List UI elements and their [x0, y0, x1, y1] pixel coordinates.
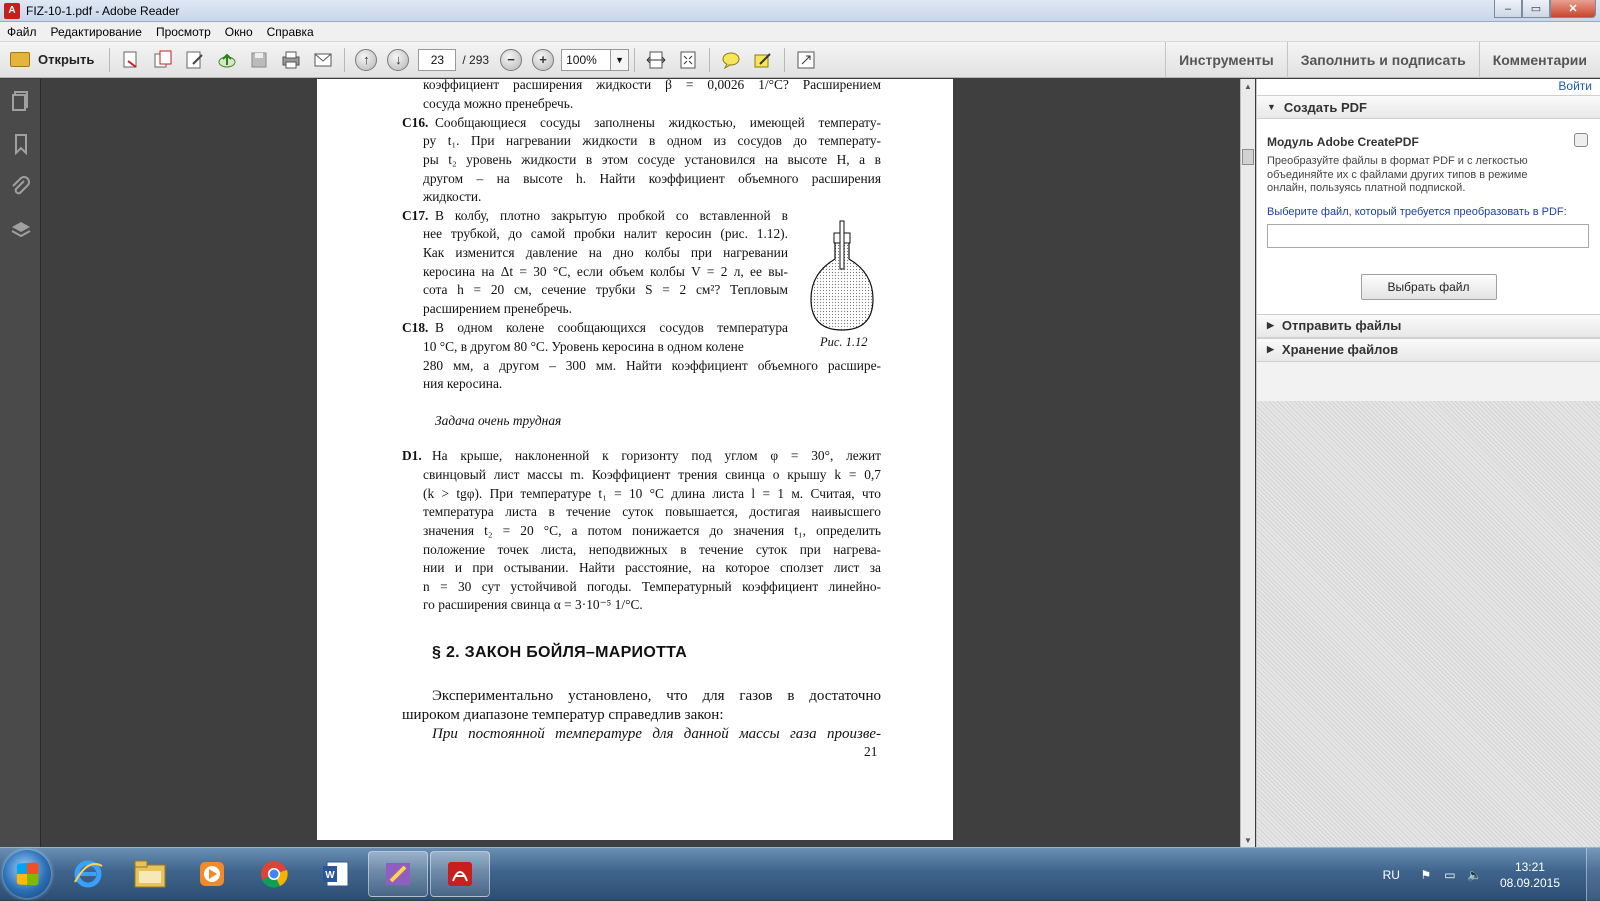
adobe-reader-taskbar-icon[interactable] — [430, 851, 490, 897]
navigation-rail — [0, 79, 41, 847]
print-icon[interactable] — [278, 47, 304, 73]
chrome-icon[interactable] — [244, 851, 304, 897]
text-line: Экспериментально установлено, что для газов в достаточно — [432, 688, 881, 704]
system-tray — [1383, 848, 1600, 901]
attachments-icon[interactable] — [0, 165, 41, 208]
choose-file-button[interactable]: Выбрать файл — [1361, 274, 1497, 300]
toolbar-divider — [109, 48, 110, 72]
text-line: ния керосина. — [423, 376, 503, 391]
text-line: n = 30 сут устойчивой погоды. Температурный коэффициент линейно- — [423, 579, 881, 594]
file-path-field[interactable] — [1267, 224, 1589, 248]
text-line: сосуда можно пренебречь. — [423, 96, 574, 111]
minus-icon: − — [500, 49, 522, 71]
edit-pdf-icon[interactable] — [182, 47, 208, 73]
triangle-right-icon: ▶ — [1267, 320, 1274, 330]
cloud-upload-icon[interactable] — [214, 47, 240, 73]
text-line: расширением пренебречь. — [423, 301, 573, 316]
fullscreen-icon[interactable] — [793, 47, 819, 73]
folder-icon — [10, 52, 30, 67]
triangle-right-icon: ▶ — [1267, 344, 1274, 354]
windows-logo-icon — [17, 862, 39, 885]
toolbar-divider — [784, 48, 785, 72]
open-button[interactable] — [0, 45, 104, 75]
menu-view[interactable]: Просмотр — [155, 24, 211, 39]
volume-icon[interactable]: 🔈 — [1466, 867, 1482, 882]
open-label: Открыть — [38, 52, 95, 67]
internet-explorer-icon[interactable] — [58, 851, 118, 897]
text-line: широком диапазоне температур справедлив закон: — [402, 707, 724, 723]
vertical-scrollbar[interactable] — [1240, 79, 1255, 847]
text-line: В одном колене сообщающихся сосудов температура — [435, 320, 788, 335]
text-line: значения t₂ = 20 °С, а потом понижается до значения t₁, определить — [423, 523, 881, 538]
store-files-header[interactable] — [1257, 338, 1600, 362]
document-viewport[interactable] — [41, 79, 1240, 847]
section-heading: § 2. ЗАКОН БОЙЛЯ–МАРИОТТА — [432, 644, 688, 661]
flag-icon[interactable]: ⚑ — [1420, 867, 1432, 882]
word-icon[interactable] — [306, 851, 366, 897]
layers-icon[interactable] — [0, 208, 41, 251]
file-explorer-icon[interactable] — [120, 851, 180, 897]
zoom-input[interactable]: 100% — [561, 49, 611, 71]
send-files-label: Отправить файлы — [1281, 318, 1402, 333]
sign-icon[interactable] — [750, 47, 776, 73]
maximize-button[interactable]: ▭ — [1522, 0, 1550, 18]
text-line: ры t₂ уровень жидкости в этом сосуде установился на высоте H, а в — [423, 152, 881, 167]
save-icon[interactable] — [246, 47, 272, 73]
close-button[interactable]: ✕ — [1550, 0, 1596, 18]
chevron-down-icon[interactable]: ▼ — [611, 49, 629, 71]
language-indicator[interactable]: RU — [1382, 867, 1400, 882]
arrow-up-icon: ↑ — [355, 49, 377, 71]
onenote-icon[interactable] — [368, 851, 428, 897]
text-line: 10 °С, в другом 80 °С. Уровень керосина в одном колене — [423, 339, 744, 354]
tools-button[interactable]: Инструменты — [1165, 42, 1287, 78]
text-line: го расширения свинца α = 3·10⁻⁵ 1/°С. — [423, 597, 643, 612]
store-files-label: Хранение файлов — [1281, 342, 1399, 357]
title-bar — [0, 0, 1600, 22]
text-line: нее трубкой, до самой пробки налит керосин (рис. 1.12). — [423, 226, 788, 241]
page-number: 21 — [864, 744, 878, 759]
bookmarks-icon[interactable] — [0, 122, 41, 165]
text-line: температура листа в течение суток повышается, достигая наивысшего — [423, 504, 881, 519]
email-icon[interactable] — [310, 47, 336, 73]
svg-text:W: W — [325, 870, 335, 881]
module-description: Преобразуйте файлы в формат PDF и с легкостью объединяйте их с файлами других типов в режиме онлайн, пользуясь платной подпиской. — [1267, 155, 1528, 194]
module-title: Модуль Adobe CreatePDF — [1267, 135, 1419, 149]
text-line: другом – на высоте h. Найти коэффициент объемного расширения — [423, 171, 881, 186]
text-line: (k > tgφ). При температуре t₁ = 10 °С длина листа l = 1 м. Считая, что — [423, 486, 881, 501]
next-page-button[interactable] — [385, 47, 411, 73]
scroll-up-icon[interactable]: ▲ — [1244, 81, 1252, 91]
menu-bar — [0, 22, 1600, 42]
text-line: В колбу, плотно закрытую пробкой со вставленной в — [435, 208, 788, 223]
text-line: На крыше, наклоненной к горизонту под углом φ = 30°, лежит — [432, 448, 881, 463]
text-line: керосина на Δt = 30 °С, если объем колбы V = 2 л, ее вы- — [423, 264, 788, 279]
window-controls — [1494, 0, 1596, 20]
menu-window[interactable]: Окно — [224, 24, 253, 39]
page-number-input[interactable]: 23 — [418, 49, 456, 71]
section-subtitle: Задача очень трудная — [435, 413, 562, 428]
media-player-icon[interactable] — [182, 851, 242, 897]
create-pdf-icon[interactable] — [118, 47, 144, 73]
toolbar-divider — [344, 48, 345, 72]
adobe-reader-icon: A — [4, 3, 20, 19]
text-line: Как изменится давление на дно колбы при нагревании — [423, 245, 788, 260]
fill-sign-button[interactable]: Заполнить и подписать — [1287, 42, 1479, 78]
zoom-out-button[interactable] — [498, 47, 524, 73]
arrow-down-icon: ↓ — [387, 49, 409, 71]
problem-label-c18: С18. — [402, 320, 429, 335]
menu-edit[interactable]: Редактирование — [50, 24, 142, 39]
text-line: Сообщающиеся сосуды заполнены жидкостью, имеющей температу- — [435, 115, 881, 130]
pdf-page — [317, 79, 953, 840]
fit-page-icon[interactable] — [675, 47, 701, 73]
window-title: FIZ-10-1.pdf - Adobe Reader — [26, 3, 180, 18]
text-line: 280 мм, а другом – 300 мм. Найти коэффициент объемного расшире- — [423, 358, 881, 373]
text-line: нии и при остывании. Найти расстояние, на которое сползет лист за — [423, 560, 881, 575]
triangle-down-icon: ▼ — [1267, 102, 1276, 112]
clock-date: 08.09.2015 — [1499, 875, 1560, 890]
fit-width-icon[interactable] — [643, 47, 669, 73]
createpdf-module-icon — [1574, 133, 1588, 147]
choose-file-prompt: Выберите файл, который требуется преобразовать в PDF: — [1267, 205, 1567, 218]
clock-time: 13:21 — [1514, 859, 1545, 874]
start-button[interactable] — [3, 850, 51, 898]
send-files-header[interactable] — [1257, 314, 1600, 338]
scroll-down-icon[interactable]: ▼ — [1244, 835, 1252, 845]
comment-icon[interactable] — [718, 47, 744, 73]
toolbar-divider — [634, 48, 635, 72]
minimize-button[interactable]: – — [1494, 0, 1522, 18]
toolbar-right-links — [1165, 42, 1600, 78]
sign-in-link[interactable]: Войти — [1257, 79, 1600, 95]
problem-label-d1: D1. — [402, 448, 422, 463]
figure-caption: Рис. 1.12 — [820, 335, 868, 349]
page-thumbnails-icon[interactable] — [0, 79, 41, 122]
prev-page-button[interactable] — [353, 47, 379, 73]
combine-files-icon[interactable] — [150, 47, 176, 73]
flask-figure — [807, 217, 877, 342]
text-line: ру t₁. При нагревании жидкости в одном из сосудов до температу- — [423, 133, 881, 148]
comments-button[interactable]: Комментарии — [1479, 42, 1600, 78]
show-desktop-button[interactable] — [1586, 848, 1600, 901]
plus-icon: + — [532, 49, 554, 71]
menu-file[interactable]: Файл — [7, 24, 37, 39]
text-line: сота h = 20 см, сечение трубки S = 2 см²? Тепловым — [423, 282, 788, 297]
taskbar — [0, 847, 1600, 900]
page-total: / 293 — [462, 52, 490, 67]
problem-label-c16: С16. — [402, 115, 429, 130]
tools-pane — [1256, 79, 1600, 847]
text-line: жидкости. — [423, 189, 482, 204]
zoom-in-button[interactable] — [530, 47, 556, 73]
menu-help[interactable]: Справка — [266, 24, 314, 39]
text-line: положение точек листа, неподвижных в течение суток при нагрева- — [423, 542, 881, 557]
create-pdf-header[interactable] — [1257, 95, 1600, 119]
text-line: При постоянной температуре для данной массы газа произве- — [432, 726, 881, 742]
pane-empty-area — [1257, 401, 1600, 847]
clock[interactable] — [1500, 859, 1560, 891]
create-pdf-panel — [1257, 119, 1600, 314]
text-line: свинцовый лист массы m. Коэффициент трения свинца о крышу k = 0,7 — [423, 467, 881, 482]
toolbar-divider — [709, 48, 710, 72]
toolbar — [0, 42, 1600, 78]
network-icon[interactable]: ▭ — [1444, 867, 1456, 882]
text-line: коэффициент расширения жидкости β = 0,0026 1/°С? Расширением — [423, 79, 881, 92]
scroll-thumb[interactable] — [1242, 149, 1254, 165]
create-pdf-label: Создать PDF — [1283, 99, 1367, 115]
problem-label-c17: С17. — [402, 208, 429, 223]
